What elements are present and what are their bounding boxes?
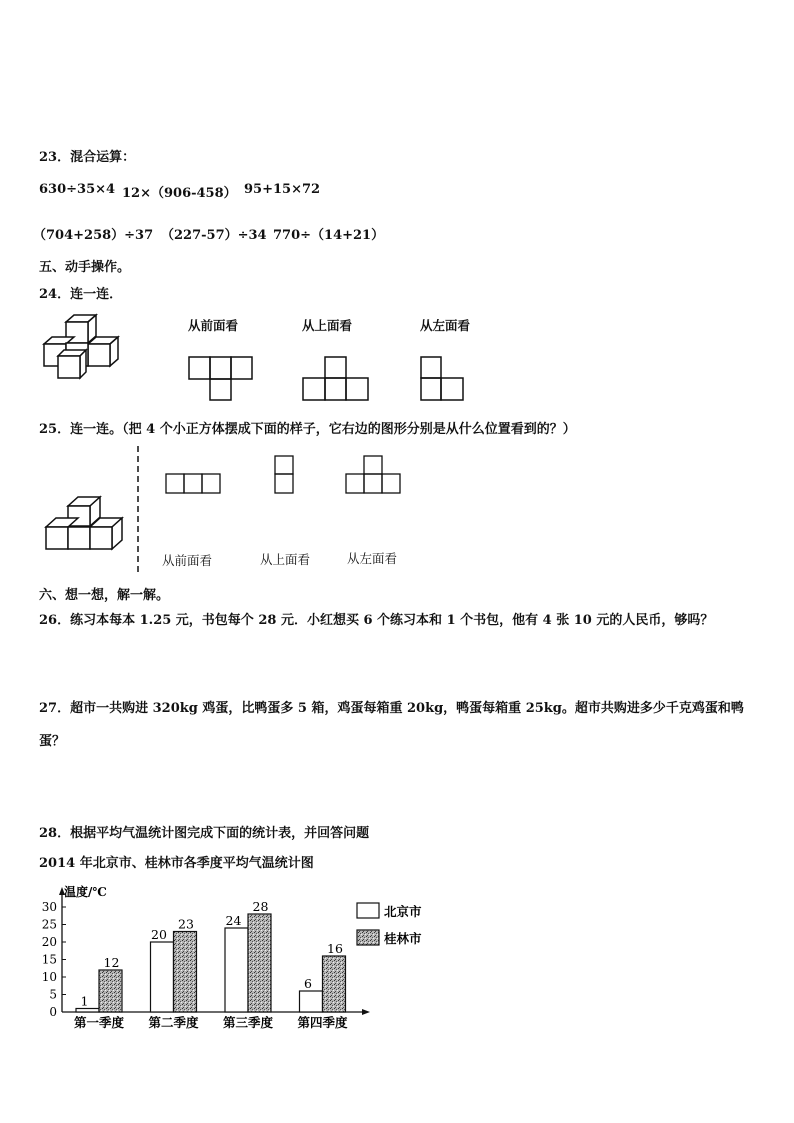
data-label-guilin: 28	[252, 899, 269, 914]
q24-view-shape-3	[420, 356, 466, 402]
q24-label-front: 从前面看	[188, 318, 239, 333]
q26-text: 26．练习本每本 1.25 元，书包每个 28 元．小红想买 6 个练习本和 1 个书包，他有 4 张 10 元的人民币，够吗？	[39, 613, 714, 628]
data-label-beijing: 6	[304, 976, 312, 991]
x-category-label: 第一季度	[73, 1015, 125, 1030]
data-label-beijing: 20	[151, 927, 167, 942]
bar-beijing	[300, 991, 323, 1012]
y-axis-label: 温度/℃	[64, 885, 107, 899]
temperature-bar-chart	[30, 880, 450, 1040]
q24-label-top: 从上面看	[302, 318, 353, 333]
data-label-guilin: 16	[327, 941, 343, 956]
q25-label-top: 从上面看	[260, 552, 311, 567]
expr-5: （227-57）÷34	[161, 228, 267, 243]
bar-guilin	[174, 932, 197, 1013]
legend-swatch-guilin	[357, 930, 379, 945]
q27-text-line1: 27．超市一共购进 320kg 鸡蛋，比鸭蛋多 5 箱，鸡蛋每箱重 20kg，鸭蛋每箱重 25kg。超市共购进多少千克鸡蛋和鸭	[39, 701, 744, 716]
q25-view-shape-3	[345, 455, 405, 495]
bar-beijing	[76, 1009, 99, 1013]
section-5-heading: 五、动手操作。	[39, 260, 131, 275]
q24-label-left: 从左面看	[420, 318, 471, 333]
q27-text-line2: 蛋？	[39, 734, 66, 749]
section-6-heading: 六、想一想，解一解。	[39, 588, 170, 603]
legend-swatch-beijing	[357, 903, 379, 918]
y-tick-label: 15	[41, 952, 57, 967]
q25-label-front: 从前面看	[162, 553, 213, 568]
data-label-guilin: 23	[178, 916, 194, 932]
legend-label-beijing: 北京市	[384, 904, 422, 919]
q24-cube-figure	[40, 310, 130, 382]
x-axis-arrow	[362, 1009, 370, 1015]
q25-title: 25．连一连。（把 4 个小正方体摆成下面的样子，它右边的图形分别是从什么位置看到的？）	[39, 422, 576, 437]
data-label-beijing: 1	[80, 993, 89, 1009]
q24-title: 24．连一连．	[39, 287, 123, 302]
x-category-label: 第二季度	[148, 1015, 199, 1030]
chart-title: 2014 年北京市、桂林市各季度平均气温统计图	[39, 856, 314, 871]
data-label-beijing: 24	[225, 913, 242, 928]
q25-label-left: 从左面看	[347, 551, 398, 566]
y-tick-label: 30	[41, 900, 57, 914]
data-label-guilin: 12	[103, 955, 120, 970]
x-category-label: 第三季度	[222, 1015, 274, 1030]
q25-view-shape-1	[165, 473, 223, 495]
q24-view-shape-1	[188, 356, 254, 402]
y-tick-label: 25	[41, 917, 57, 932]
x-category-label: 第四季度	[297, 1015, 348, 1030]
bar-beijing	[151, 942, 174, 1012]
y-tick-label: 5	[49, 987, 57, 1002]
q25-dashed-divider	[136, 446, 140, 576]
expr-1: 630÷35×4	[39, 182, 116, 197]
expr-6: 770÷（14+21）	[273, 228, 385, 243]
bar-guilin	[99, 970, 122, 1012]
expr-4: （704+258）÷37	[33, 228, 154, 243]
y-tick-label: 10	[41, 970, 57, 984]
q24-view-shape-2	[302, 356, 370, 402]
q25-cube-figure	[44, 492, 124, 552]
bar-guilin	[323, 956, 346, 1012]
expr-3: 95+15×72	[244, 182, 321, 197]
bar-beijing	[225, 928, 248, 1012]
q25-view-shape-2	[274, 455, 296, 495]
q28-text: 28．根据平均气温统计图完成下面的统计表，并回答问题	[39, 826, 370, 841]
y-tick-label: 0	[49, 1005, 57, 1019]
y-tick-label: 20	[41, 935, 57, 949]
legend-label-guilin: 桂林市	[384, 931, 422, 946]
bar-guilin	[248, 914, 271, 1012]
expr-2: 12×（906-458）	[122, 186, 237, 201]
q23-title: 23．混合运算：	[39, 150, 136, 165]
